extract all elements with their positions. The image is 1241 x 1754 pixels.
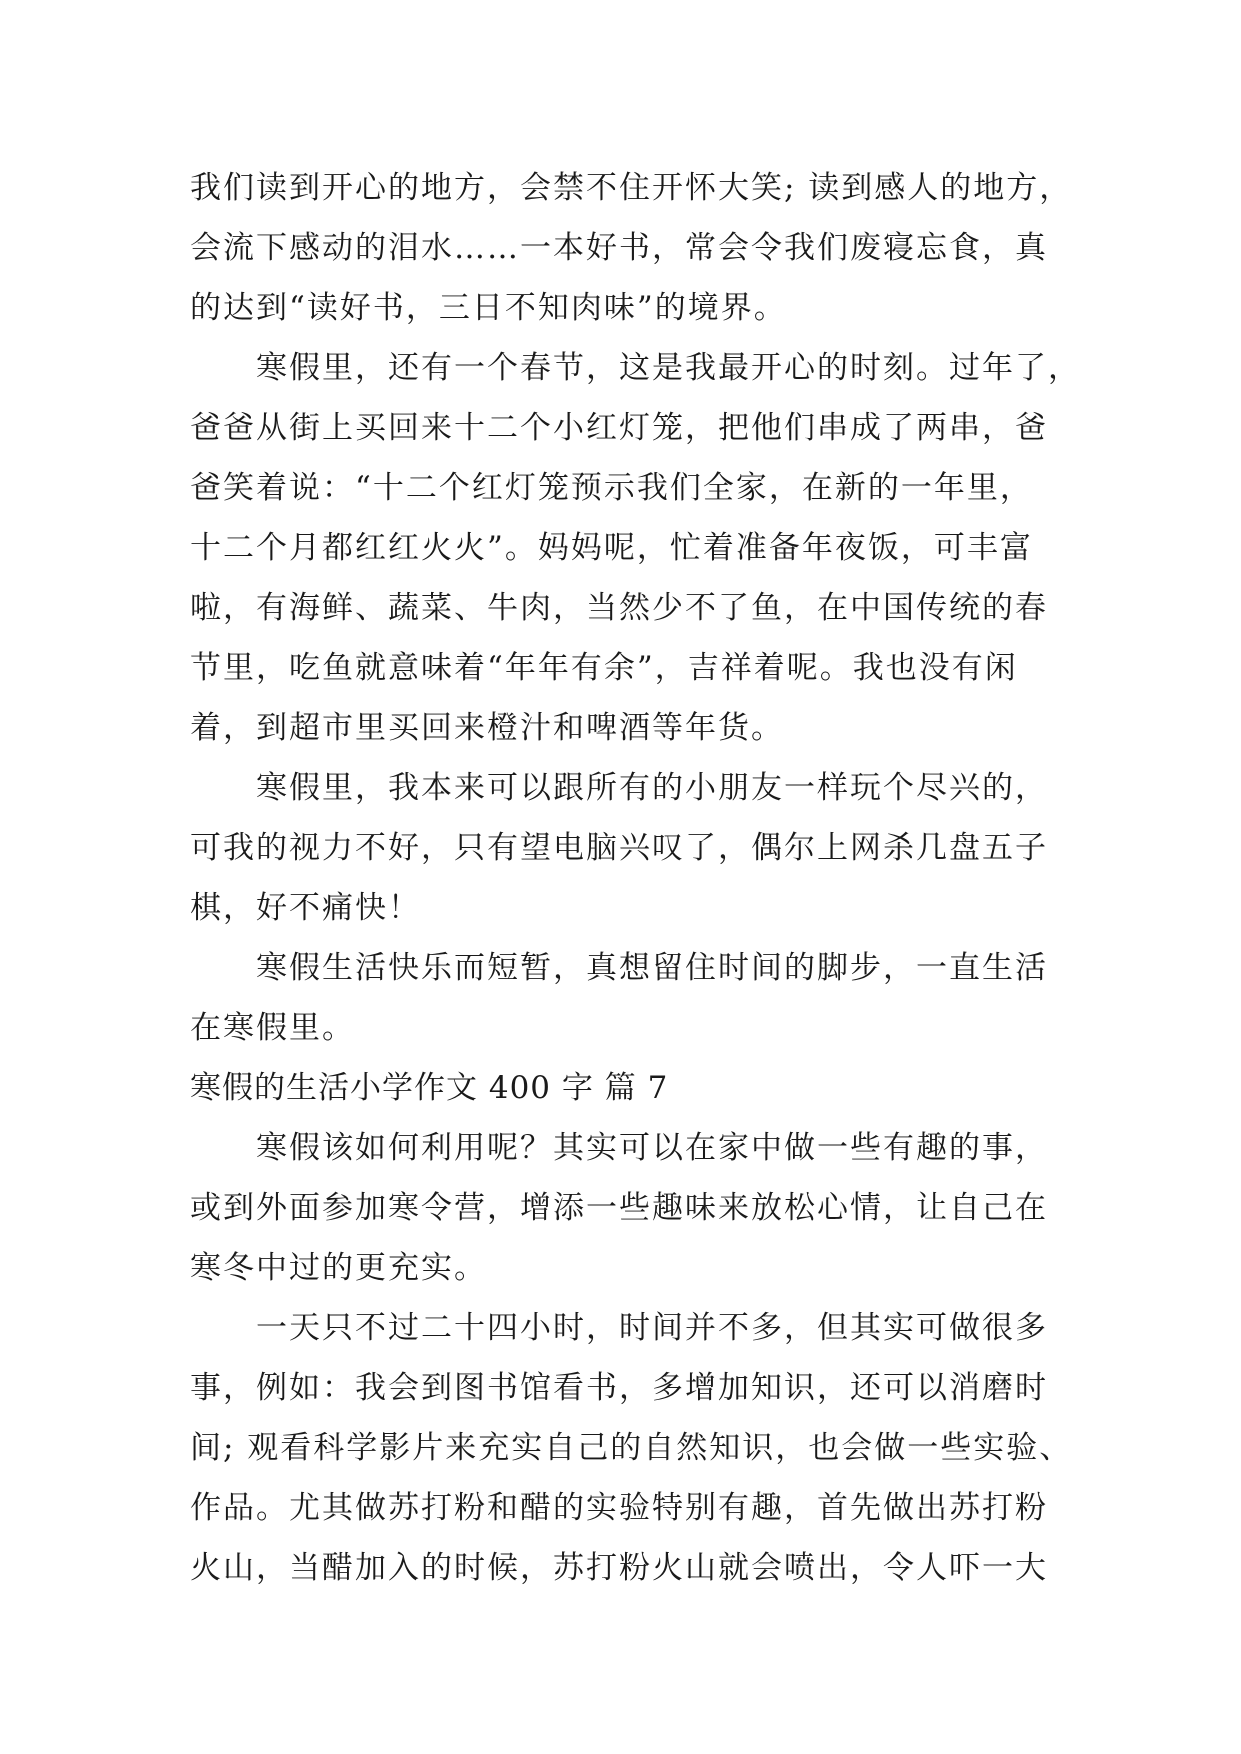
section-title: 寒假的生活小学作文 400 字 篇 7 — [190, 1070, 669, 1106]
text-line: 一天只不过二十四小时，时间并不多，但其实可做很多 — [256, 1310, 1048, 1346]
text-line: 寒假生活快乐而短暂，真想留住时间的脚步，一直生活 — [256, 950, 1048, 986]
text-line: 爸爸从街上买回来十二个小红灯笼，把他们串成了两串，爸 — [190, 410, 1048, 446]
section-heading — [190, 1058, 1050, 1118]
text-line: 寒冬中过的更充实。 — [190, 1250, 487, 1286]
paragraph-2 — [190, 338, 1081, 758]
text-line: 事，例如：我会到图书馆看书，多增加知识，还可以消磨时 — [190, 1370, 1048, 1406]
text-line: 爸笑着说：“十二个红灯笼预示我们全家，在新的一年里， — [190, 470, 1033, 506]
paragraph-6 — [190, 1298, 1073, 1598]
document-page — [190, 158, 1081, 1598]
text-line: 棋，好不痛快！ — [190, 890, 421, 926]
text-line: 火山，当醋加入的时候，苏打粉火山就会喷出，令人吓一大 — [190, 1550, 1048, 1586]
text-line: 着，到超市里买回来橙汁和啤酒等年货。 — [190, 710, 784, 746]
text-line: 可我的视力不好，只有望电脑兴叹了，偶尔上网杀几盘五子 — [190, 830, 1048, 866]
text-line: 我们读到开心的地方，会禁不住开怀大笑; 读到感人的地方， — [190, 170, 1073, 206]
text-line: 寒假里，还有一个春节，这是我最开心的时刻。过年了， — [256, 350, 1081, 386]
paragraph-4 — [190, 938, 1050, 1058]
text-line: 在寒假里。 — [190, 1010, 355, 1046]
text-line: 节里，吃鱼就意味着“年年有余”，吉祥着呢。我也没有闲 — [190, 650, 1018, 686]
paragraph-1 — [190, 158, 1073, 338]
text-line: 寒假里，我本来可以跟所有的小朋友一样玩个尽兴的， — [256, 770, 1048, 806]
text-line: 作品。尤其做苏打粉和醋的实验特别有趣，首先做出苏打粉 — [190, 1490, 1048, 1526]
paragraph-5 — [190, 1118, 1050, 1298]
text-line: 会流下感动的泪水……一本好书，常会令我们废寝忘食，真 — [190, 230, 1048, 266]
text-line: 的达到“读好书，三日不知肉味”的境界。 — [190, 290, 787, 326]
text-line: 寒假该如何利用呢？其实可以在家中做一些有趣的事， — [256, 1130, 1048, 1166]
paragraph-3 — [190, 758, 1050, 938]
text-line: 或到外面参加寒令营，增添一些趣味来放松心情，让自己在 — [190, 1190, 1048, 1226]
text-line: 十二个月都红红火火”。妈妈呢，忙着准备年夜饭，可丰富 — [190, 530, 1033, 566]
text-line: 啦，有海鲜、蔬菜、牛肉，当然少不了鱼，在中国传统的春 — [190, 590, 1048, 626]
text-line: 间; 观看科学影片来充实自己的自然知识，也会做一些实验、 — [190, 1430, 1073, 1466]
